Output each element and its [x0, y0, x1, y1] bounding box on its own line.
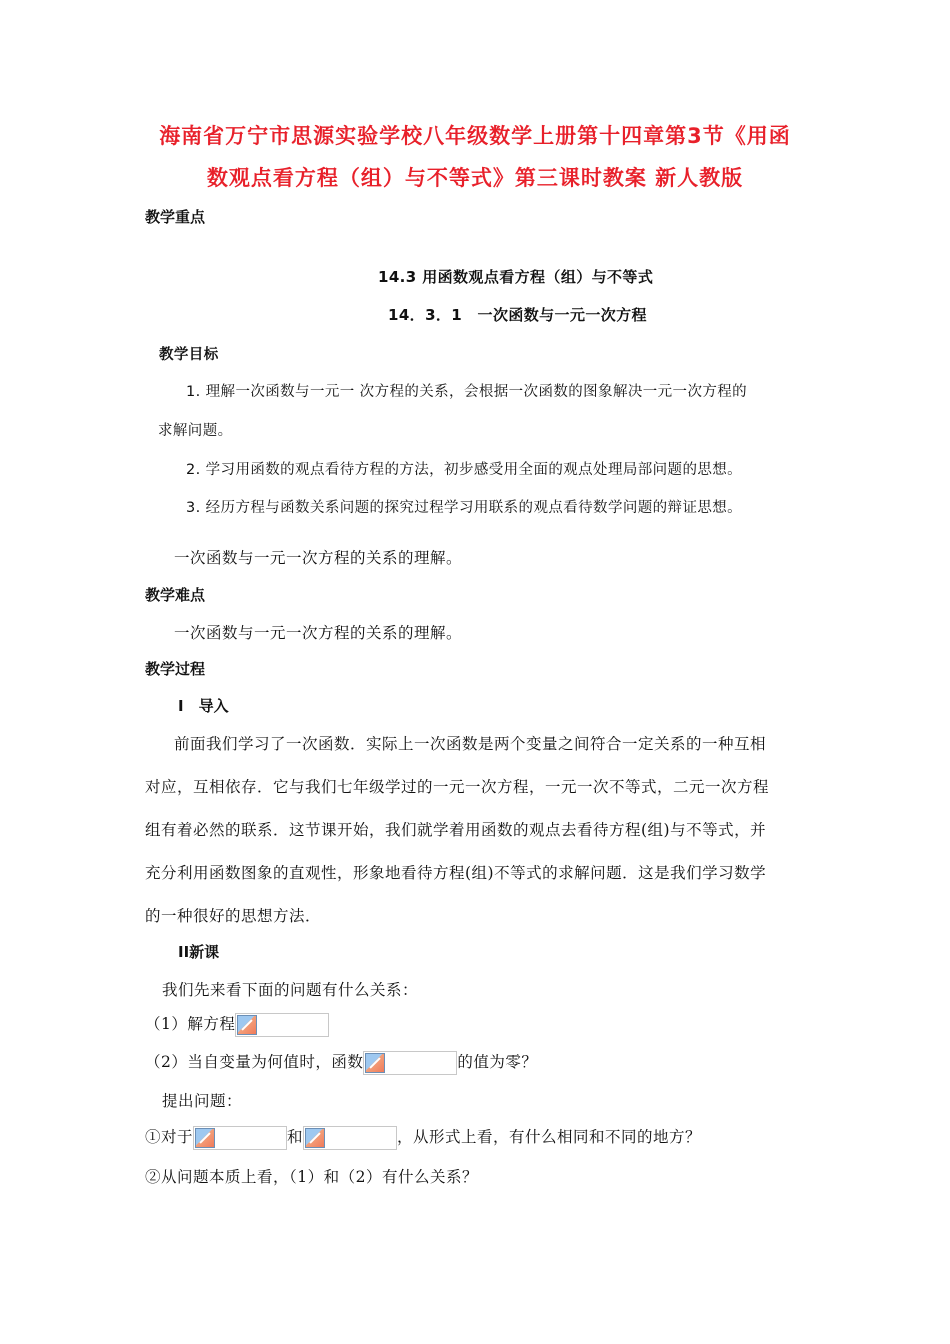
- raise-questions: 提出问题：: [162, 1092, 243, 1110]
- embedded-goal-1a: 1. 理解一次函数与一元一 次方程的关系，会根据一次函数的图象解决一元一次方程的: [186, 384, 748, 400]
- intro-line-4: 充分利用函数图象的直观性，形象地看待方程(组)不等式的求解问题．这是我们学习数学: [145, 864, 767, 882]
- intro-line-1: 前面我们学习了一次函数．实际上一次函数是两个变量之间符合一定关系的一种互相: [174, 735, 767, 753]
- function-image-placeholder: [363, 1051, 457, 1075]
- embedded-heading-1: 14.3 用函数观点看方程（组）与不等式: [378, 268, 654, 286]
- question-1: [145, 1012, 329, 1037]
- section-key-points: 教学重点: [145, 208, 206, 226]
- section-process: 教学过程: [145, 660, 206, 678]
- intro-line-5: 的一种很好的思想方法．: [145, 907, 322, 925]
- prompt-2: ②从问题本质上看，（1）和（2）有什么关系？: [145, 1168, 478, 1186]
- embedded-heading-2: 14．3．1 一次函数与一元一次方程: [388, 306, 647, 324]
- key-point-text: 一次函数与一元一次方程的关系的理解。: [174, 549, 463, 567]
- broken-image-icon: [365, 1053, 385, 1073]
- difficulty-text: 一次函数与一元一次方程的关系的理解。: [174, 624, 463, 642]
- broken-image-icon: [237, 1015, 257, 1035]
- title-line-1: 海南省万宁市思源实验学校八年级数学上册第十四章第3节《用函: [159, 124, 791, 148]
- question-2: [145, 1050, 537, 1075]
- question-1-text: （1）解方程: [145, 1015, 236, 1033]
- equation-image-placeholder: [235, 1013, 329, 1037]
- embedded-goal-3: 3. 经历方程与函数关系问题的探究过程学习用联系的观点看待数学问题的辩证思想。: [186, 500, 743, 516]
- prompt-1-text-b: 和: [287, 1128, 304, 1146]
- broken-image-icon: [305, 1128, 325, 1148]
- embedded-goals-title: 教学目标: [159, 347, 219, 363]
- expression-b-image-placeholder: [303, 1126, 397, 1150]
- intro-line-3: 组有着必然的联系．这节课开始，我们就学着用函数的观点去看待方程(组)与不等式，并: [145, 821, 767, 839]
- question-2-text-b: 的值为零？: [457, 1053, 538, 1071]
- embedded-goal-2: 2. 学习用函数的观点看待方程的方法，初步感受用全面的观点处理局部问题的思想。: [186, 462, 743, 478]
- section-difficulty: 教学难点: [145, 586, 206, 604]
- new-lesson-lead: 我们先来看下面的问题有什么关系：: [162, 981, 419, 999]
- prompt-1-text-c: ，从形式上看，有什么相同和不同的地方？: [397, 1128, 702, 1146]
- prompt-1-text-a: ①对于: [145, 1128, 194, 1146]
- prompt-1: [145, 1125, 701, 1150]
- new-lesson-heading: II新课: [178, 943, 220, 961]
- embedded-goal-1b: 求解问题。: [158, 423, 233, 439]
- question-2-text-a: （2）当自变量为何值时，函数: [145, 1053, 364, 1071]
- expression-a-image-placeholder: [193, 1126, 287, 1150]
- broken-image-icon: [195, 1128, 215, 1148]
- intro-heading: I 导入: [178, 697, 229, 715]
- intro-line-2: 对应，互相依存．它与我们七年级学过的一元一次方程，一元一次不等式，二元一次方程: [145, 778, 770, 796]
- title-line-2: 数观点看方程（组）与不等式》第三课时教案 新人教版: [206, 166, 744, 190]
